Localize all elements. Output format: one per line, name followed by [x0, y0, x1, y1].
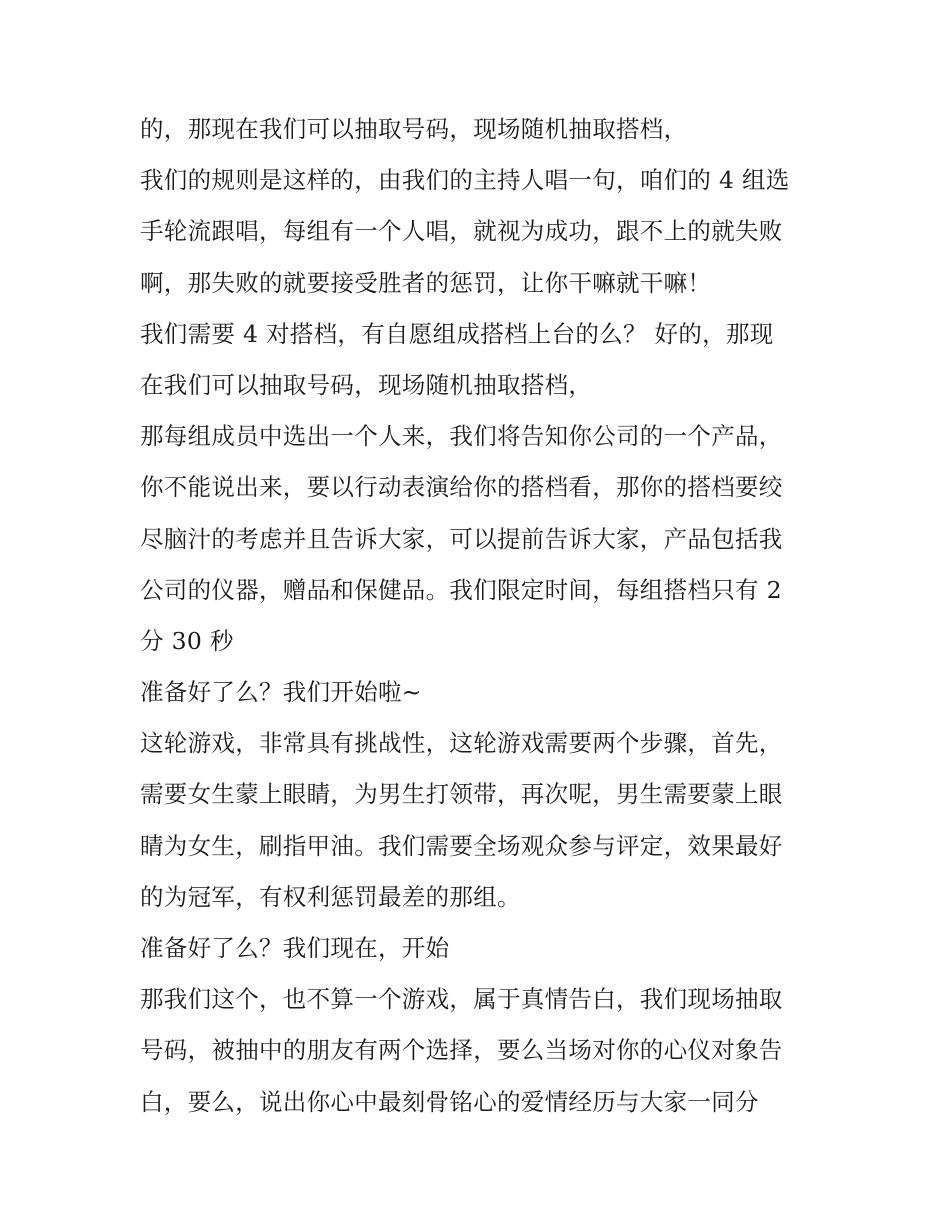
text-line: 你不能说出来，要以行动表演给你的搭档看，那你的搭档要绞	[140, 473, 783, 502]
text-line: 公司的仪器，赠品和保健品。我们限定时间，每组搭档只有 2	[140, 575, 782, 604]
text-line: 手轮流跟唱，每组有一个人唱，就视为成功，跟不上的就失败	[140, 217, 783, 246]
text-line: 准备好了么？我们现在，开始	[140, 934, 450, 962]
text-line: 在我们可以抽取号码，现场随机抽取搭档，	[140, 370, 593, 399]
text-line: 那每组成员中选出一个人来，我们将告知你公司的一个产品，	[140, 422, 783, 451]
text-line: 准备好了么？我们开始啦~	[140, 678, 422, 707]
text-line: 分 30 秒	[140, 626, 234, 655]
text-line: 我们需要 4 对搭档，有自愿组成搭档上台的么？ 好的，那现	[140, 319, 774, 348]
text-line: 我们的规则是这样的，由我们的主持人唱一句，咱们的 4 组选	[140, 166, 790, 195]
text-line: 啊，那失败的就要接受胜者的惩罚，让你干嘛就干嘛！	[140, 268, 712, 297]
text-line: 白，要么，说出你心中最刻骨铭心的爱情经历与大家一同分	[140, 1087, 759, 1116]
text-line: 那我们这个，也不算一个游戏，属于真情告白，我们现场抽取	[140, 985, 783, 1014]
text-line: 睛为女生，刷指甲油。我们需要全场观众参与评定，效果最好	[140, 831, 783, 860]
body-text	[140, 104, 830, 1128]
text-line: 的，那现在我们可以抽取号码，现场随机抽取搭档，	[140, 115, 688, 143]
text-line: 尽脑汁的考虑并且告诉大家，可以提前告诉大家，产品包括我	[140, 524, 783, 553]
text-line: 号码，被抽中的朋友有两个选择，要么当场对你的心仪对象告	[140, 1036, 783, 1065]
text-line: 需要女生蒙上眼睛，为男生打领带，再次呢，男生需要蒙上眼	[140, 780, 783, 809]
text-line: 的为冠军，有权利惩罚最差的那组。	[140, 882, 521, 911]
text-line: 这轮游戏，非常具有挑战性，这轮游戏需要两个步骤，首先，	[140, 729, 783, 758]
